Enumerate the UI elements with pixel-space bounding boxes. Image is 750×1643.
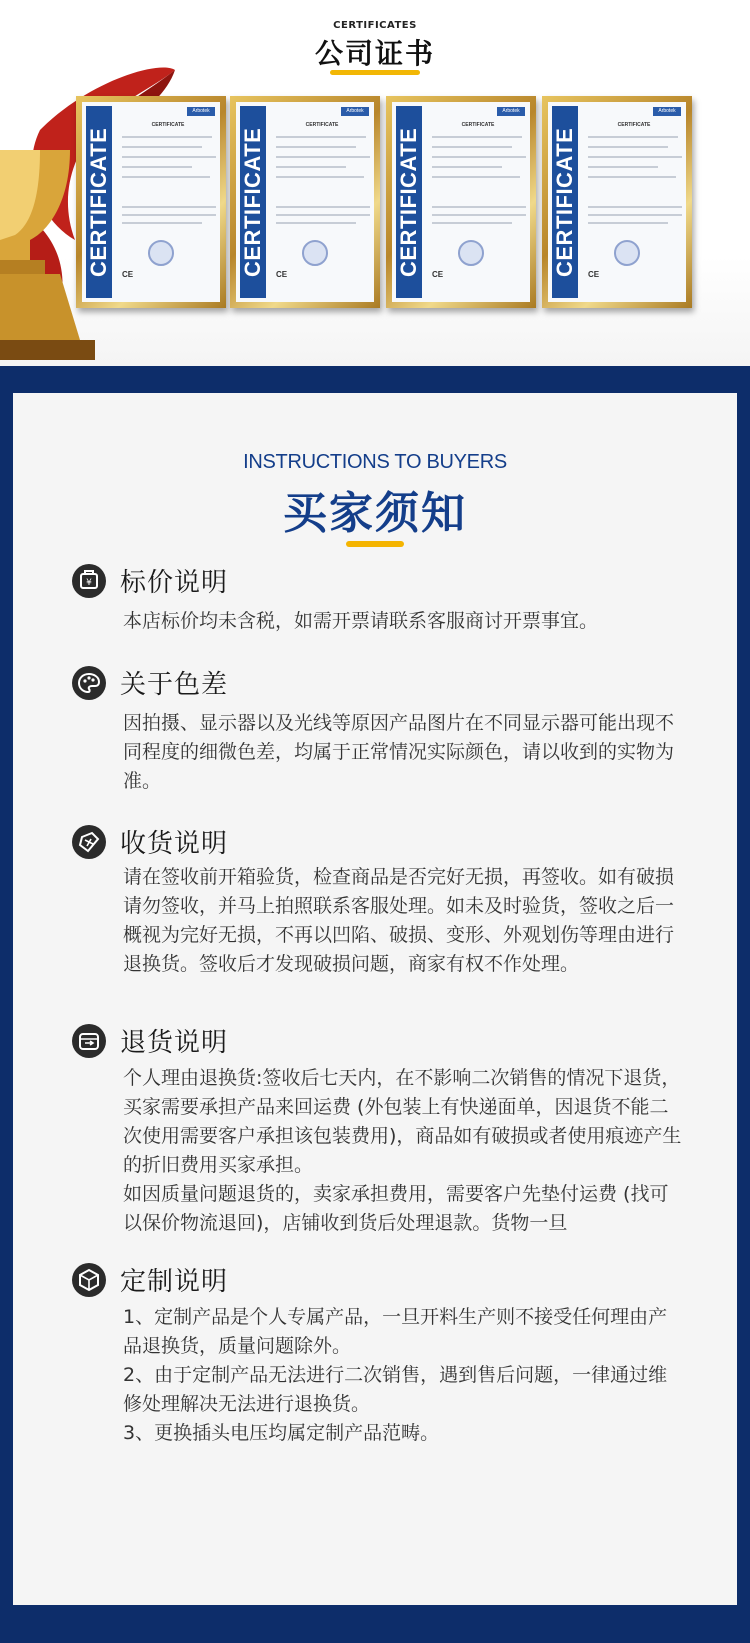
certificate-seal [302, 240, 328, 266]
certificate-band-text: CERTIFICATE [86, 127, 111, 277]
certificate-logo: Arbotek [187, 107, 215, 116]
certificate-logo: Arbotek [497, 107, 525, 116]
certificate-band-text: CERTIFICATE [552, 127, 577, 277]
certificate-text-line [276, 222, 356, 224]
certificate-logo: Arbotek [341, 107, 369, 116]
certificate-text-line [432, 214, 526, 216]
certificate-text-line [588, 156, 682, 158]
item-body [123, 1064, 683, 1238]
certificate-text-line [276, 206, 370, 208]
ce-mark: CE [432, 270, 444, 279]
certificate-text-line [122, 146, 202, 148]
certificate-text-line [122, 214, 216, 216]
certificate-image [230, 96, 380, 308]
certificate-text-line [588, 214, 682, 216]
item-body [123, 863, 683, 979]
item-paragraph: 请在签收前开箱验货，检查商品是否完好无损，再签收。如有破损请勿签收，并马上拍照联系客服处理。如未及时验货，签收之后一概视为完好无损，不再以凹陷、破损、变形、外观划伤等理由进行退换货。签收后才发现破损问题，商家有权不作处理。 [123, 866, 675, 975]
certificate-text-line [276, 136, 366, 138]
certificate-text-line [122, 176, 210, 178]
item-title: 定制说明 [120, 1267, 229, 1297]
item-paragraph: 个人理由退换货:签收后七天内，在不影响二次销售的情况下退货，买家需要承担产品来回运费 (外包装上有快递面单，因退货不能二次使用需要客户承担该包装费用)，商品如有破损或者使用痕迹产生的折旧费用买家承担。 [123, 1067, 682, 1176]
certificate-image [542, 96, 692, 308]
certificate-band-text: CERTIFICATE [396, 127, 421, 277]
certificate-image [76, 96, 226, 308]
certificate-seal [148, 240, 174, 266]
certificate-text-line [588, 136, 678, 138]
certificate-text-line [432, 206, 526, 208]
item-paragraph: 1、定制产品是个人专属产品，一旦开料生产则不接受任何理由产品退换货，质量问题除外。 [123, 1306, 668, 1357]
certificate-text-line [122, 156, 216, 158]
instructions-english-title: INSTRUCTIONS TO BUYERS [243, 451, 507, 473]
item-paragraph: 因拍摄、显示器以及光线等原因产品图片在不同显示器可能出现不同程度的细微色差，均属于正常情况实际颜色，请以收到的实物为准。 [123, 712, 675, 792]
certificate-text-line [432, 222, 512, 224]
item-body [123, 607, 683, 636]
certificate-text-line [432, 156, 526, 158]
certificate-text-line [276, 166, 346, 168]
certificate-text-line [588, 176, 676, 178]
certificate-text-line [276, 146, 356, 148]
instructions-section [0, 366, 750, 1643]
item-paragraph: 3、更换插头电压均属定制产品范畴。 [123, 1422, 440, 1444]
item-paragraph: 2、由于定制产品无法进行二次销售，遇到售后问题，一律通过维修处理解决无法进行退换货。 [123, 1364, 668, 1415]
certificate-text-line [122, 136, 212, 138]
certificate-heading: CERTIFICATE [151, 122, 185, 128]
certificate-text-line [122, 222, 202, 224]
certificate-text-line [432, 166, 502, 168]
certificate-seal [614, 240, 640, 266]
certificate-text-line [588, 146, 668, 148]
delivery-icon [72, 825, 106, 859]
certificate-heading: CERTIFICATE [617, 122, 651, 128]
certificate-logo: Arbotek [653, 107, 681, 116]
instructions-title: 买家须知 [283, 488, 467, 539]
price-tag-icon [72, 564, 106, 598]
certificate-text-line [432, 136, 522, 138]
item-title: 关于色差 [120, 670, 229, 700]
certificate-text-line [276, 214, 370, 216]
instructions-panel [13, 393, 737, 1605]
certificate-text-line [276, 176, 364, 178]
certificate-text-line [588, 166, 658, 168]
item-title: 收货说明 [120, 829, 229, 859]
item-title: 标价说明 [120, 568, 229, 598]
certificate-text-line [588, 222, 668, 224]
certificate-text-line [122, 206, 216, 208]
certificates-section [0, 0, 750, 366]
title-underline [330, 70, 420, 75]
ce-mark: CE [588, 270, 600, 279]
certificate-text-line [588, 206, 682, 208]
certificate-band-text: CERTIFICATE [240, 127, 265, 277]
certificates-title: 公司证书 [314, 37, 435, 70]
title-underline [346, 541, 404, 547]
certificate-text-line [122, 166, 192, 168]
certificate-text-line [276, 156, 370, 158]
palette-icon [72, 666, 106, 700]
certificate-seal [458, 240, 484, 266]
certificate-heading: CERTIFICATE [461, 122, 495, 128]
svg-text:¥: ¥ [86, 578, 92, 588]
certificates-subtitle: CERTIFICATES [333, 20, 417, 31]
certificate-image [386, 96, 536, 308]
return-icon [72, 1024, 106, 1058]
item-paragraph: 本店标价均未含税，如需开票请联系客服商讨开票事宜。 [123, 610, 599, 632]
certificate-text-line [432, 176, 520, 178]
item-title: 退货说明 [120, 1028, 229, 1058]
ce-mark: CE [276, 270, 288, 279]
item-paragraph: 如因质量问题退货的，卖家承担费用，需要客户先垫付运费 (找可以保价物流退回)，店铺收到货后处理退款。货物一旦 [123, 1183, 669, 1234]
item-body [123, 709, 683, 796]
custom-box-icon [72, 1263, 106, 1297]
ce-mark: CE [122, 270, 134, 279]
certificate-heading: CERTIFICATE [305, 122, 339, 128]
certificate-text-line [432, 146, 512, 148]
item-body [123, 1303, 683, 1448]
